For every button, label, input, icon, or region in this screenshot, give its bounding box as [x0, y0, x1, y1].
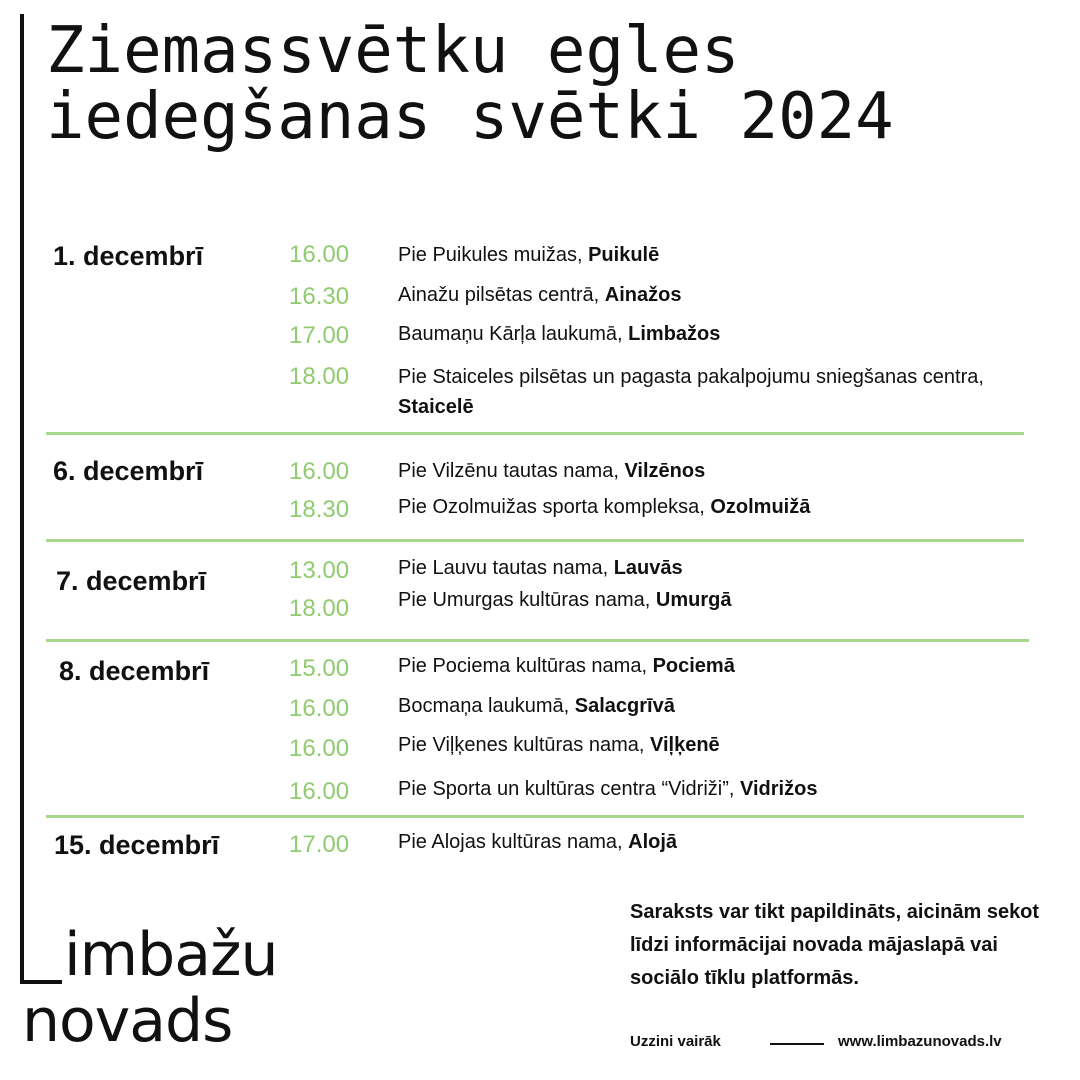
event-place: Pie Ozolmuižas sporta kompleksa, Ozolmuižā: [398, 496, 811, 518]
event-place: Ainažu pilsētas centrā, Ainažos: [398, 284, 682, 306]
event-place: Pie Alojas kultūras nama, Alojā: [398, 831, 678, 853]
day-date: 6. decembrī: [53, 456, 204, 486]
event-time: 16.00: [289, 695, 350, 722]
event-location: Ainažos: [604, 284, 682, 306]
event-time: 17.00: [289, 322, 350, 349]
event-time: 16.00: [289, 735, 350, 762]
event-location: Vidrižos: [740, 778, 818, 800]
page-title: [46, 14, 894, 154]
event-location: Lauvās: [613, 557, 683, 579]
day-separator: [46, 432, 1024, 435]
event-location: Limbažos: [628, 323, 721, 345]
event-time: 16.30: [289, 283, 350, 310]
event-place: Pie Viļķenes kultūras nama, Viļķenē: [398, 734, 720, 756]
event-location: Staicelē: [398, 396, 474, 418]
day-date: 7. decembrī: [56, 566, 207, 596]
event-place: Pie Puikules muižas, Puikulē: [398, 244, 660, 266]
event-place: Bocmaņa laukumā, Salacgrīvā: [398, 695, 675, 717]
logo-line-1: imbažu: [64, 920, 278, 990]
event-location: Alojā: [628, 831, 678, 853]
event-time: 15.00: [289, 655, 350, 682]
event-location: Vilzēnos: [624, 460, 706, 482]
event-time: 18.00: [289, 595, 350, 622]
event-time: 18.30: [289, 496, 350, 523]
day-date: 8. decembrī: [59, 656, 210, 686]
day-separator: [46, 815, 1024, 818]
left-vertical-rule: [20, 14, 24, 984]
more-info-divider: [770, 1043, 824, 1045]
website-link[interactable]: www.limbazunovads.lv: [838, 1033, 1002, 1050]
event-location: Salacgrīvā: [574, 695, 675, 717]
event-place: Pie Umurgas kultūras nama, Umurgā: [398, 589, 732, 611]
event-location: Puikulē: [588, 244, 660, 266]
event-time: 18.00: [289, 363, 350, 390]
event-time: 17.00: [289, 831, 350, 858]
more-info-label: Uzzini vairāk: [630, 1033, 721, 1050]
schedule-note: Saraksts var tikt papildināts, aicinām sekot līdzi informācijai novada mājaslapā vai sociālo tīklu platformās.: [630, 901, 1040, 989]
day-date: 15. decembrī: [54, 830, 220, 860]
event-location: Umurgā: [655, 589, 732, 611]
event-location: Viļķenē: [649, 734, 720, 756]
title-line-1: Ziemassvētku egles: [46, 14, 740, 88]
event-place: Pie Lauvu tautas nama, Lauvās: [398, 557, 683, 579]
title-line-2: iedegšanas svētki 2024: [46, 80, 894, 154]
day-date: 1. decembrī: [53, 241, 204, 271]
event-place: Pie Sporta un kultūras centra “Vidriži”, Vidrižos: [398, 778, 818, 800]
limbazu-novads-logo: [22, 922, 278, 1054]
event-place: Pie Staiceles pilsētas un pagasta pakalpojumu sniegšanas centra, Staicelē: [398, 366, 984, 418]
event-place: Pie Vilzēnu tautas nama, Vilzēnos: [398, 460, 706, 482]
event-time: 16.00: [289, 778, 350, 805]
event-time: 13.00: [289, 557, 350, 584]
event-time: 16.00: [289, 241, 350, 268]
event-location: Ozolmuižā: [710, 496, 811, 518]
day-separator: [46, 639, 1029, 642]
event-place: Baumaņu Kārļa laukumā, Limbažos: [398, 323, 721, 345]
logo-line-2: novads: [22, 986, 233, 1056]
event-place: Pie Pociema kultūras nama, Pociemā: [398, 655, 735, 677]
day-separator: [46, 539, 1024, 542]
event-time: 16.00: [289, 458, 350, 485]
event-location: Pociemā: [652, 655, 735, 677]
